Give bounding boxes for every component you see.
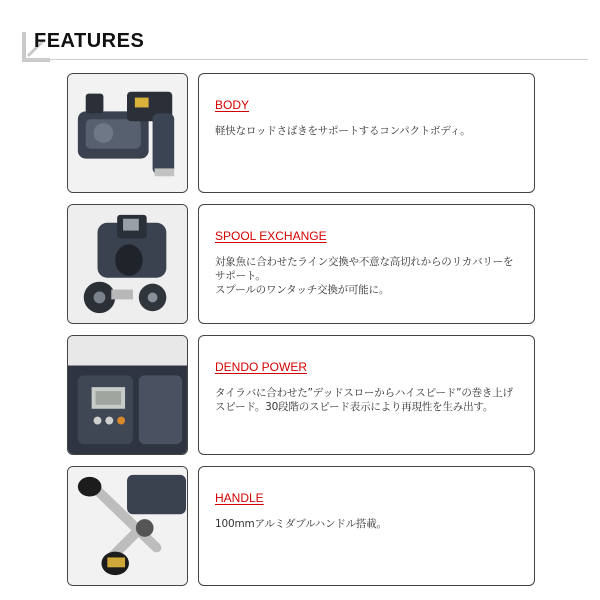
reel-body-icon: [68, 74, 187, 192]
feature-description: 対象魚に合わせたライン交換や不意な高切れからのリカバリーをサポート。 スプールのワンタッチ交換が可能に。: [215, 256, 514, 296]
feature-title: DENDO POWER: [215, 360, 308, 374]
feature-title: BODY: [215, 98, 250, 112]
spool-exchange-icon: [68, 205, 187, 323]
dendo-power-icon: [68, 336, 187, 454]
feature-image-spool-exchange: [67, 204, 188, 324]
feature-row-body: [67, 73, 535, 193]
feature-description: 100mmアルミダブルハンドル搭載。: [215, 518, 387, 530]
feature-image-body: [67, 73, 188, 193]
header-divider: [22, 59, 588, 60]
feature-title: SPOOL EXCHANGE: [215, 229, 327, 243]
feature-card-dendo-power: [198, 335, 535, 455]
feature-description: 軽快なロッドさばきをサポートするコンパクトボディ。: [215, 125, 471, 137]
feature-card-body: [198, 73, 535, 193]
feature-image-dendo-power: [67, 335, 188, 455]
page-title: FEATURES: [34, 30, 145, 52]
handle-icon: [68, 467, 187, 585]
feature-image-handle: [67, 466, 188, 586]
feature-card-spool-exchange: [198, 204, 535, 324]
feature-title: HANDLE: [215, 491, 264, 505]
feature-description: タイラバに合わせた”デッドスローからハイスピード”の巻き上げスピード。30段階のスピード表示により再現性を生み出す。: [215, 387, 513, 413]
feature-card-handle: [198, 466, 535, 586]
feature-row-handle: [67, 466, 535, 586]
features-header: [0, 0, 600, 70]
feature-row-dendo-power: [67, 335, 535, 455]
feature-row-spool-exchange: [67, 204, 535, 324]
